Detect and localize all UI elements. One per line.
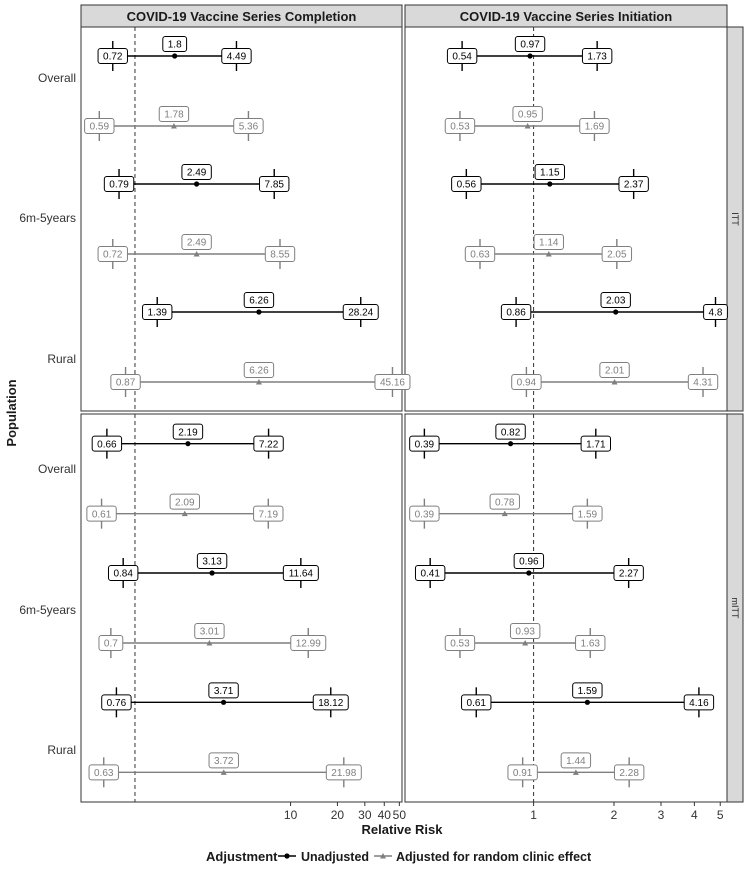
- label-lower-initiation-mitt-rural-adj-text: 0.91: [512, 767, 533, 779]
- strip-completion-label: COVID-19 Vaccine Series Completion: [126, 9, 357, 24]
- label-estimate-completion-mitt-overall-unadj: [173, 424, 202, 439]
- label-upper-completion-mitt-6m5y-adj-text: 12.99: [295, 638, 321, 650]
- label-upper-completion-mitt-6m5y-unadj-text: 11.64: [288, 568, 313, 580]
- label-upper-completion-itt-6m5y-adj: [265, 247, 294, 262]
- label-estimate-initiation-itt-rural-adj-text: 2.01: [604, 365, 625, 377]
- panel-initiation-itt: [405, 27, 727, 411]
- label-estimate-initiation-itt-overall-unadj: [515, 37, 544, 52]
- label-estimate-completion-itt-overall-unadj-text: 1.8: [167, 39, 182, 51]
- label-upper-completion-mitt-rural-adj: [326, 765, 361, 780]
- label-lower-completion-mitt-rural-unadj-text: 0.76: [106, 697, 127, 709]
- x-tick-label-completion-10: 10: [283, 808, 298, 822]
- label-estimate-completion-itt-6m5y-adj: [182, 235, 211, 250]
- label-estimate-initiation-itt-6m5y-adj: [534, 235, 563, 250]
- label-lower-completion-mitt-overall-unadj: [92, 436, 121, 451]
- legend-label-unadjusted: Unadjusted: [301, 850, 370, 864]
- y-tick-6m5y-itt: 6m-5years: [19, 211, 76, 225]
- x-tick-label-completion-50: 50: [392, 808, 407, 822]
- x-tick-label-completion-30: 30: [358, 808, 372, 822]
- label-lower-initiation-itt-rural-adj-text: 0.94: [516, 377, 537, 389]
- label-estimate-completion-mitt-6m5y-unadj: [197, 554, 226, 569]
- label-estimate-completion-mitt-overall-adj: [170, 494, 199, 509]
- label-upper-initiation-mitt-overall-unadj-text: 1.71: [586, 439, 606, 451]
- panel-completion-itt: [81, 27, 402, 411]
- strip-initiation-label: COVID-19 Vaccine Series Initiation: [459, 9, 673, 24]
- label-upper-initiation-mitt-6m5y-unadj: [614, 566, 643, 581]
- label-estimate-completion-itt-rural-adj-text: 6.26: [249, 365, 269, 377]
- label-estimate-initiation-itt-overall-adj-text: 0.95: [517, 109, 538, 121]
- x-tick-label-initiation-3: 3: [657, 808, 665, 822]
- legend-key-unadjusted-point: [284, 853, 289, 858]
- label-upper-initiation-itt-rural-unadj-text: 4.8: [708, 307, 723, 319]
- label-upper-initiation-mitt-rural-adj-text: 2.28: [619, 767, 639, 779]
- label-upper-completion-mitt-overall-unadj: [254, 436, 283, 451]
- label-lower-completion-itt-6m5y-adj: [98, 247, 127, 262]
- label-lower-initiation-itt-6m5y-adj-text: 0.63: [470, 249, 490, 261]
- y-tick-overall-mitt: Overall: [37, 462, 76, 476]
- label-estimate-completion-itt-rural-unadj-text: 6.26: [249, 295, 269, 307]
- label-estimate-initiation-itt-rural-adj: [600, 363, 629, 378]
- label-estimate-initiation-mitt-overall-adj-text: 0.78: [495, 497, 515, 509]
- label-estimate-initiation-itt-6m5y-unadj-text: 1.15: [540, 167, 560, 179]
- label-lower-completion-itt-6m5y-adj-text: 0.72: [103, 249, 123, 261]
- label-lower-completion-mitt-6m5y-unadj-text: 0.84: [113, 568, 133, 580]
- label-estimate-completion-itt-rural-unadj: [244, 293, 273, 308]
- label-estimate-completion-mitt-overall-unadj-text: 2.19: [178, 427, 198, 439]
- label-upper-initiation-mitt-6m5y-adj-text: 1.63: [580, 638, 600, 650]
- x-tick-label-completion-20: 20: [330, 808, 345, 822]
- label-lower-completion-mitt-overall-adj: [87, 506, 116, 521]
- label-lower-completion-itt-rural-unadj-text: 1.39: [147, 307, 167, 319]
- label-lower-completion-itt-6m5y-unadj-text: 0.79: [109, 179, 129, 191]
- label-lower-initiation-mitt-overall-adj-text: 0.39: [414, 509, 435, 521]
- label-lower-completion-mitt-overall-unadj-text: 0.66: [97, 439, 117, 451]
- label-lower-completion-itt-overall-unadj-text: 0.72: [103, 51, 123, 63]
- y-tick-6m5y-mitt: 6m-5years: [19, 603, 76, 617]
- label-estimate-initiation-mitt-overall-unadj-text: 0.82: [500, 427, 521, 439]
- label-upper-initiation-mitt-rural-adj: [614, 765, 643, 780]
- point-initiation-mitt-overall-unadj: [508, 441, 513, 446]
- label-lower-completion-mitt-rural-unadj: [102, 695, 131, 710]
- label-lower-completion-itt-overall-unadj: [98, 49, 127, 64]
- label-estimate-initiation-mitt-overall-adj: [490, 494, 519, 509]
- label-lower-initiation-itt-overall-adj-text: 0.53: [450, 121, 470, 133]
- panel-initiation-mitt: [405, 414, 727, 802]
- label-lower-initiation-itt-rural-unadj-text: 0.86: [506, 307, 526, 319]
- label-upper-initiation-mitt-6m5y-unadj-text: 2.27: [618, 568, 639, 580]
- label-estimate-completion-mitt-rural-unadj: [209, 683, 238, 698]
- label-upper-initiation-itt-6m5y-unadj: [619, 177, 648, 192]
- label-estimate-initiation-itt-overall-adj: [513, 107, 542, 122]
- label-lower-completion-itt-rural-adj: [111, 375, 140, 390]
- label-upper-initiation-itt-overall-unadj: [582, 49, 611, 64]
- label-lower-initiation-mitt-rural-unadj-text: 0.61: [466, 697, 486, 709]
- label-upper-initiation-itt-6m5y-unadj-text: 2.37: [623, 179, 644, 191]
- label-estimate-completion-itt-6m5y-unadj-text: 2.49: [186, 167, 207, 179]
- label-upper-completion-itt-overall-unadj-text: 4.49: [226, 51, 247, 63]
- label-estimate-initiation-mitt-rural-adj-text: 1.44: [566, 755, 586, 767]
- label-upper-initiation-mitt-overall-adj-text: 1.59: [577, 509, 598, 521]
- point-completion-mitt-rural-unadj: [221, 700, 226, 705]
- point-initiation-mitt-6m5y-unadj: [526, 570, 531, 575]
- label-upper-completion-itt-overall-unadj: [222, 49, 251, 64]
- legend-label-adjusted: Adjusted for random clinic effect: [396, 850, 592, 864]
- label-lower-completion-itt-overall-adj: [85, 119, 114, 134]
- y-tick-overall-itt: Overall: [37, 71, 76, 85]
- label-estimate-completion-itt-rural-adj: [244, 363, 273, 378]
- label-upper-completion-mitt-6m5y-adj: [291, 636, 326, 651]
- point-initiation-itt-overall-unadj: [527, 53, 532, 58]
- y-axis-title: Population: [4, 379, 19, 447]
- label-estimate-completion-itt-overall-adj-text: 1.78: [164, 109, 184, 121]
- label-upper-initiation-itt-rural-adj-text: 4.31: [693, 377, 713, 389]
- label-lower-initiation-mitt-6m5y-adj: [445, 636, 474, 651]
- y-tick-rural-mitt: Rural: [47, 743, 76, 757]
- label-estimate-initiation-mitt-6m5y-unadj: [514, 554, 543, 569]
- label-lower-initiation-mitt-6m5y-unadj-text: 0.41: [420, 568, 440, 580]
- label-estimate-completion-mitt-6m5y-adj: [195, 624, 224, 639]
- label-lower-initiation-itt-overall-unadj-text: 0.54: [452, 51, 472, 63]
- label-estimate-initiation-itt-rural-unadj: [601, 293, 630, 308]
- label-upper-initiation-itt-overall-adj: [580, 119, 609, 134]
- label-lower-completion-mitt-6m5y-adj: [99, 636, 123, 651]
- label-upper-completion-mitt-rural-unadj: [313, 695, 348, 710]
- label-lower-completion-itt-6m5y-unadj: [104, 177, 133, 192]
- label-estimate-completion-mitt-6m5y-unadj-text: 3.13: [202, 556, 222, 568]
- label-upper-completion-itt-overall-adj-text: 5.36: [238, 121, 259, 133]
- label-upper-initiation-mitt-6m5y-adj: [576, 636, 605, 651]
- label-lower-initiation-mitt-rural-unadj: [462, 695, 491, 710]
- point-completion-mitt-overall-unadj: [185, 441, 190, 446]
- label-estimate-initiation-mitt-6m5y-adj-text: 0.93: [515, 626, 535, 638]
- label-estimate-initiation-mitt-rural-adj: [561, 753, 590, 768]
- label-lower-initiation-mitt-rural-adj: [508, 765, 537, 780]
- label-upper-initiation-itt-overall-adj-text: 1.69: [584, 121, 605, 133]
- x-tick-label-initiation-2: 2: [610, 808, 618, 822]
- x-tick-label-initiation-1: 1: [530, 808, 537, 822]
- x-axis-title: Relative Risk: [361, 822, 443, 837]
- label-upper-initiation-mitt-rural-unadj: [684, 695, 713, 710]
- label-upper-completion-itt-rural-unadj-text: 28.24: [348, 307, 374, 319]
- label-estimate-initiation-mitt-6m5y-adj: [510, 624, 539, 639]
- x-tick-label-initiation-4: 4: [691, 808, 698, 822]
- y-tick-rural-itt: Rural: [47, 352, 76, 366]
- label-lower-initiation-mitt-overall-unadj-text: 0.39: [414, 439, 435, 451]
- point-initiation-itt-6m5y-unadj: [547, 181, 552, 186]
- point-initiation-mitt-rural-unadj: [585, 700, 590, 705]
- label-estimate-completion-itt-6m5y-unadj: [182, 165, 211, 180]
- label-estimate-initiation-mitt-rural-unadj: [573, 683, 602, 698]
- label-upper-initiation-mitt-overall-unadj: [581, 436, 610, 451]
- label-upper-completion-itt-6m5y-unadj-text: 7.85: [264, 179, 284, 191]
- panel-completion-mitt: [81, 414, 402, 802]
- label-estimate-initiation-itt-6m5y-unadj: [535, 165, 564, 180]
- label-upper-completion-mitt-rural-unadj-text: 18.12: [318, 697, 344, 709]
- label-lower-completion-itt-rural-adj-text: 0.87: [115, 377, 136, 389]
- label-estimate-initiation-mitt-6m5y-unadj-text: 0.96: [519, 556, 539, 568]
- point-completion-mitt-6m5y-unadj: [209, 570, 214, 575]
- x-tick-label-completion-40: 40: [377, 808, 391, 822]
- strip-mitt-label: mITT: [730, 597, 740, 619]
- legend: [206, 849, 592, 864]
- label-lower-completion-itt-overall-adj-text: 0.59: [89, 121, 110, 133]
- strip-itt-label: ITT: [730, 212, 740, 226]
- label-estimate-completion-mitt-rural-adj-text: 3.72: [214, 755, 234, 767]
- label-upper-completion-mitt-rural-adj-text: 21.98: [331, 767, 357, 779]
- label-estimate-completion-mitt-rural-unadj-text: 3.71: [213, 685, 234, 697]
- label-lower-completion-itt-rural-unadj: [143, 305, 172, 320]
- label-lower-completion-mitt-6m5y-adj-text: 0.7: [103, 638, 118, 650]
- label-upper-completion-mitt-overall-adj: [254, 506, 283, 521]
- label-upper-completion-mitt-overall-adj-text: 7.19: [258, 509, 279, 521]
- label-upper-completion-itt-rural-adj: [375, 375, 410, 390]
- label-upper-completion-itt-rural-adj-text: 45.16: [379, 377, 405, 389]
- label-upper-initiation-itt-rural-unadj: [704, 305, 728, 320]
- label-estimate-completion-itt-overall-adj: [159, 107, 188, 122]
- label-lower-initiation-itt-overall-adj: [445, 119, 474, 134]
- point-completion-itt-6m5y-unadj: [194, 181, 199, 186]
- point-completion-itt-rural-unadj: [256, 309, 261, 314]
- label-lower-completion-mitt-rural-adj: [89, 765, 118, 780]
- label-estimate-initiation-itt-6m5y-adj-text: 1.14: [539, 237, 559, 249]
- label-lower-initiation-mitt-6m5y-adj-text: 0.53: [450, 638, 470, 650]
- label-estimate-completion-itt-overall-unadj: [163, 37, 187, 52]
- label-lower-initiation-itt-overall-unadj: [447, 49, 476, 64]
- label-upper-completion-itt-6m5y-unadj: [260, 177, 289, 192]
- legend-title: Adjustment: [206, 849, 278, 864]
- label-upper-initiation-itt-overall-unadj-text: 1.73: [587, 51, 607, 63]
- label-estimate-completion-itt-6m5y-adj-text: 2.49: [186, 237, 207, 249]
- label-lower-initiation-itt-rural-adj: [512, 375, 541, 390]
- label-estimate-initiation-mitt-overall-unadj: [496, 424, 525, 439]
- label-estimate-completion-mitt-6m5y-adj-text: 3.01: [199, 626, 220, 638]
- label-upper-initiation-itt-6m5y-adj-text: 2.05: [607, 249, 627, 261]
- label-upper-completion-itt-rural-unadj: [343, 305, 378, 320]
- label-lower-initiation-itt-6m5y-unadj: [452, 177, 481, 192]
- label-upper-completion-itt-6m5y-adj-text: 8.55: [270, 249, 290, 261]
- label-lower-initiation-mitt-overall-unadj: [410, 436, 439, 451]
- label-lower-completion-mitt-6m5y-unadj: [108, 566, 137, 581]
- label-lower-initiation-mitt-6m5y-unadj: [415, 566, 444, 581]
- label-upper-completion-itt-overall-adj: [234, 119, 263, 134]
- label-lower-initiation-mitt-overall-adj: [410, 506, 439, 521]
- label-estimate-initiation-mitt-rural-unadj-text: 1.59: [577, 685, 598, 697]
- point-completion-itt-overall-unadj: [172, 53, 177, 58]
- label-lower-initiation-itt-6m5y-unadj-text: 0.56: [456, 179, 477, 191]
- label-upper-initiation-itt-6m5y-adj: [602, 247, 631, 262]
- label-upper-initiation-itt-rural-adj: [688, 375, 717, 390]
- point-initiation-itt-rural-unadj: [613, 309, 618, 314]
- label-estimate-completion-mitt-rural-adj: [209, 753, 238, 768]
- label-upper-initiation-mitt-rural-unadj-text: 4.16: [689, 697, 709, 709]
- label-upper-initiation-mitt-overall-adj: [573, 506, 602, 521]
- x-tick-label-initiation-5: 5: [716, 808, 724, 822]
- label-estimate-completion-mitt-overall-adj-text: 2.09: [175, 497, 195, 509]
- label-lower-completion-mitt-overall-adj-text: 0.61: [91, 509, 112, 521]
- label-lower-initiation-itt-6m5y-adj: [465, 247, 494, 262]
- label-lower-initiation-itt-rural-unadj: [501, 305, 530, 320]
- label-upper-completion-mitt-6m5y-unadj: [283, 566, 318, 581]
- label-estimate-initiation-itt-rural-unadj-text: 2.03: [605, 295, 626, 307]
- label-estimate-initiation-itt-overall-unadj-text: 0.97: [520, 39, 540, 51]
- label-lower-completion-mitt-rural-adj-text: 0.63: [94, 767, 114, 779]
- label-upper-completion-mitt-overall-unadj-text: 7.22: [258, 439, 279, 451]
